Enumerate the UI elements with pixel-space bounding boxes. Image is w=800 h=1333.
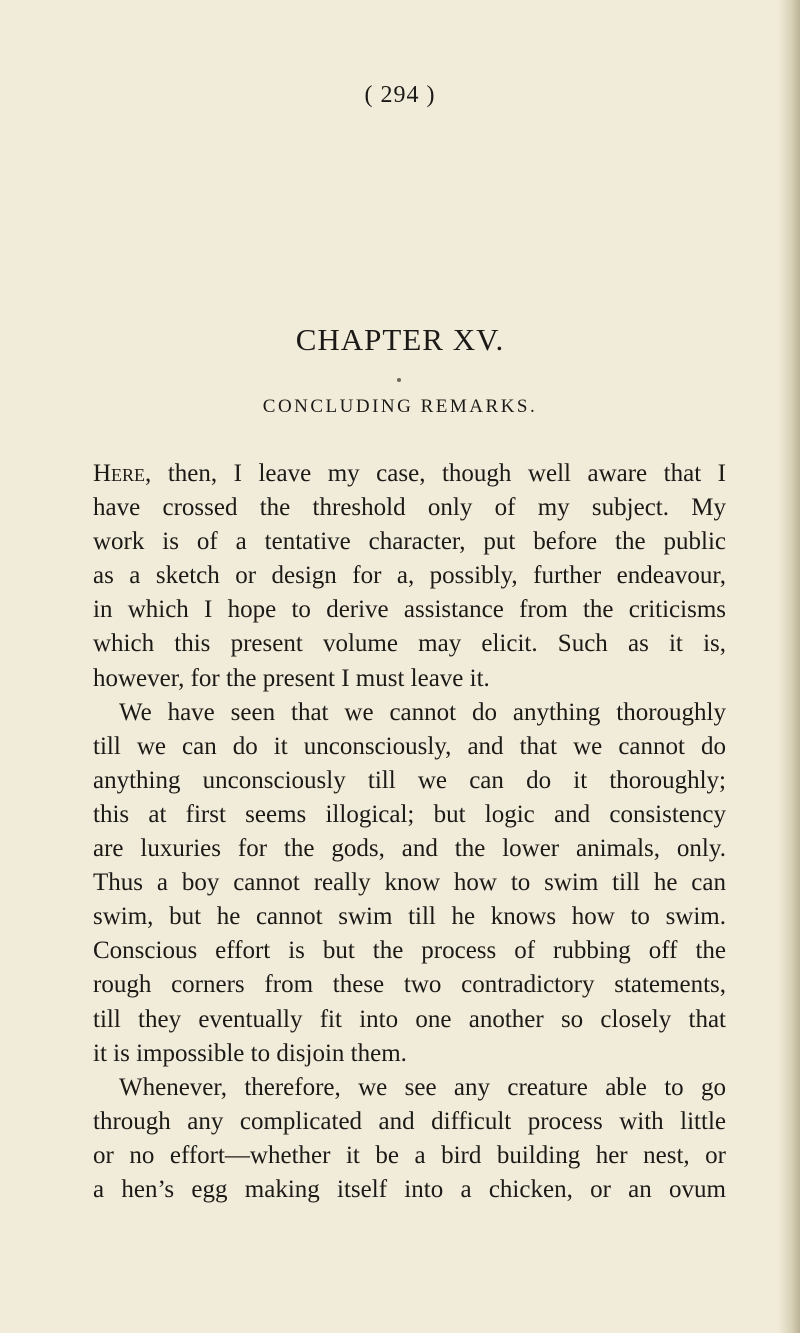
text-line: have crossed the threshold only of my subject. My <box>93 494 726 522</box>
chapter-subtitle: CONCLUDING REMARKS. <box>262 396 538 417</box>
text-line: We have seen that we cannot do anything thoroughly <box>119 698 726 726</box>
text-line: which this present volume may elicit. Such as it is, <box>93 630 726 658</box>
text-line: or no effort—whether it be a bird building her nest, or <box>93 1141 726 1169</box>
text-line: a hen’s egg making itself into a chicken, or an ovum <box>93 1175 726 1203</box>
text-line: anything unconsciously till we can do it thoroughly; <box>93 766 726 794</box>
paragraph-lead-word: Here, <box>93 460 152 487</box>
body-text <box>93 457 726 1207</box>
text-line: Conscious effort is but the process of rubbing off the <box>93 937 726 965</box>
text-line: through any complicated and difficult process with little <box>93 1107 726 1135</box>
text-line: rough corners from these two contradictory statements, <box>93 971 726 999</box>
text-line: swim, but he cannot swim till he knows how to swim. <box>93 903 726 931</box>
text-line-content: then, I leave my case, though well aware that I <box>151 460 726 487</box>
text-line <box>93 457 726 491</box>
text-line: however, for the present I must leave it. <box>93 664 490 692</box>
text-line: as a sketch or design for a, possibly, further endeavour, <box>93 562 726 590</box>
text-line: till they eventually fit into one another so closely that <box>93 1005 726 1033</box>
text-line: are luxuries for the gods, and the lower animals, only. <box>93 835 726 863</box>
text-line: work is of a tentative character, put before the public <box>93 528 726 556</box>
text-line: Whenever, therefore, we see any creature able to go <box>119 1073 726 1101</box>
title-ornament-dot <box>397 378 401 382</box>
text-line: Thus a boy cannot really know how to swim till he can <box>93 869 726 897</box>
text-line: till we can do it unconsciously, and that we cannot do <box>93 732 726 760</box>
text-line: it is impossible to disjoin them. <box>93 1039 407 1067</box>
chapter-title: CHAPTER XV. <box>295 322 505 357</box>
text-line: this at first seems illogical; but logic and consistency <box>93 800 726 828</box>
page-edge-shadow <box>778 0 800 1333</box>
page-number: ( 294 ) <box>364 82 436 108</box>
text-line: in which I hope to derive assistance from the criticisms <box>93 596 726 624</box>
